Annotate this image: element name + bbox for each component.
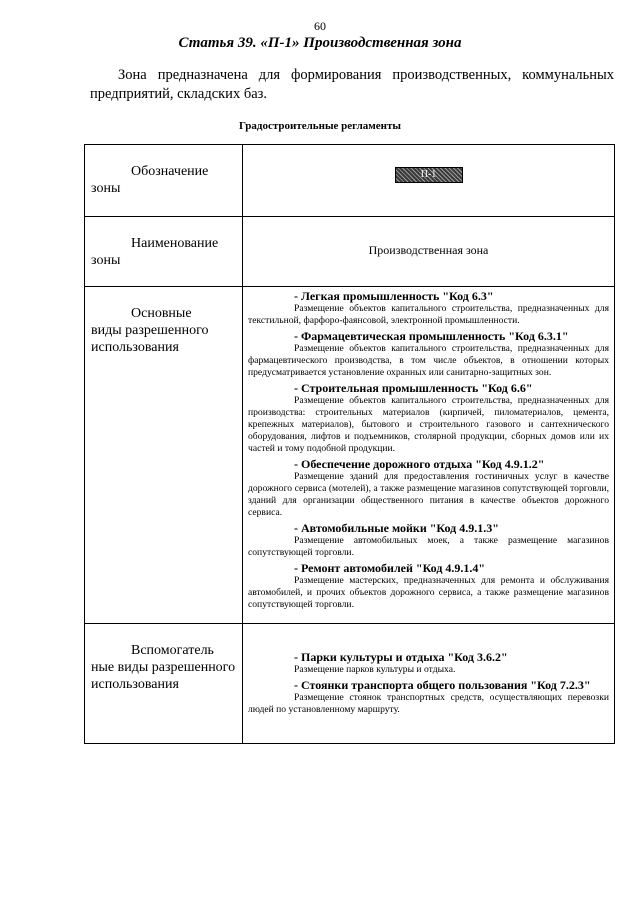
intro-paragraph: Зона предназначена для формирования производственных, коммунальных предприятий, складских баз. [90, 67, 614, 102]
list-item [248, 521, 609, 559]
designation-label: Обозначение [131, 164, 209, 179]
table-row [85, 287, 615, 624]
list-item [248, 289, 609, 327]
use-description: Размещение зданий для предоставления гостиничных услуг в качестве дорожного сервиса (мотелей), а также размещение магазинов сопутствующей торговли, зданий для организации общественного питания в качестве объектов дорожного сервиса. [248, 471, 609, 518]
use-description: Размещение парков культуры и отдыха. [294, 664, 456, 675]
table-caption: Градостроительные регламенты [238, 120, 401, 132]
designation-label-rest: зоны [91, 181, 121, 196]
zone-code-badge: П-1 [395, 167, 463, 183]
main-uses-label-rest: виды разрешенного использования [91, 323, 209, 355]
use-title: - Фармацевтическая промышленность "Код 6.3.1" [294, 329, 569, 343]
use-description: Размещение объектов капитального строительства, предназначенных для производства: строительных материалов (кирпичей, пиломатериалов, цемента, крепежных материалов), бытового и строительного газового и сантехнического оборудования, лифтов и подъемников, столярной продукции, сборных домов или их частей и тому подобной продукции. [248, 395, 609, 454]
use-title: - Обеспечение дорожного отдыха "Код 4.9.1.2" [294, 457, 545, 471]
use-title: - Строительная промышленность "Код 6.6" [294, 381, 533, 395]
name-value-cell [243, 217, 615, 287]
article-title: Статья 39. «П-1» Производственная зона [178, 35, 462, 51]
list-item [248, 457, 609, 519]
page-number: 60 [314, 19, 326, 33]
name-label: Наименование [131, 236, 219, 251]
table-row [85, 145, 615, 217]
list-item [248, 561, 609, 611]
use-description: Размещение объектов капитального строительства, предназначенных для текстильной, фарфоро-фаянсовой, электронной промышленности. [248, 303, 609, 326]
use-description: Размещение объектов капитального строительства, предназначенных для фармацевтического производства, в том числе объектов, в отношении которых предусматривается установление охранных или санитарно-защитных зон. [248, 343, 609, 378]
list-item [248, 381, 609, 455]
aux-uses-label-rest: ные виды разрешенного использования [91, 660, 236, 692]
use-title: - Парки культуры и отдыха "Код 3.6.2" [294, 650, 508, 664]
use-title: - Ремонт автомобилей "Код 4.9.1.4" [294, 561, 486, 575]
aux-uses-label: Вспомогатель [131, 643, 214, 658]
main-uses-label: Основные [131, 306, 192, 321]
designation-label-cell [85, 145, 243, 217]
use-title: - Автомобильные мойки "Код 4.9.1.3" [294, 521, 499, 535]
list-item [248, 650, 609, 676]
aux-uses-cell [243, 624, 615, 744]
main-uses-label-cell [85, 287, 243, 624]
use-description: Размещение автомобильных моек, а также размещение магазинов сопутствующей торговли. [248, 535, 609, 558]
regulations-table [84, 144, 615, 744]
table-row [85, 624, 615, 744]
use-description: Размещение мастерских, предназначенных для ремонта и обслуживания автомобилей, и прочих объектов дорожного сервиса, а также размещение магазинов сопутствующей торговли. [248, 575, 609, 610]
name-label-rest: зоны [91, 253, 121, 268]
main-uses-list [243, 287, 614, 617]
list-item [248, 329, 609, 379]
name-label-cell [85, 217, 243, 287]
aux-uses-list [243, 624, 614, 722]
main-uses-cell [243, 287, 615, 624]
use-title: - Легкая промышленность "Код 6.3" [294, 289, 494, 303]
zone-name: Производственная зона [368, 243, 489, 257]
table-row [85, 217, 615, 287]
use-description: Размещение стоянок транспортных средств, осуществляющих перевозки людей по установленному маршруту. [248, 692, 609, 715]
use-title: - Стоянки транспорта общего пользования "Код 7.2.3" [294, 678, 591, 692]
designation-value-cell [243, 145, 615, 217]
list-item [248, 678, 609, 716]
aux-uses-label-cell [85, 624, 243, 744]
